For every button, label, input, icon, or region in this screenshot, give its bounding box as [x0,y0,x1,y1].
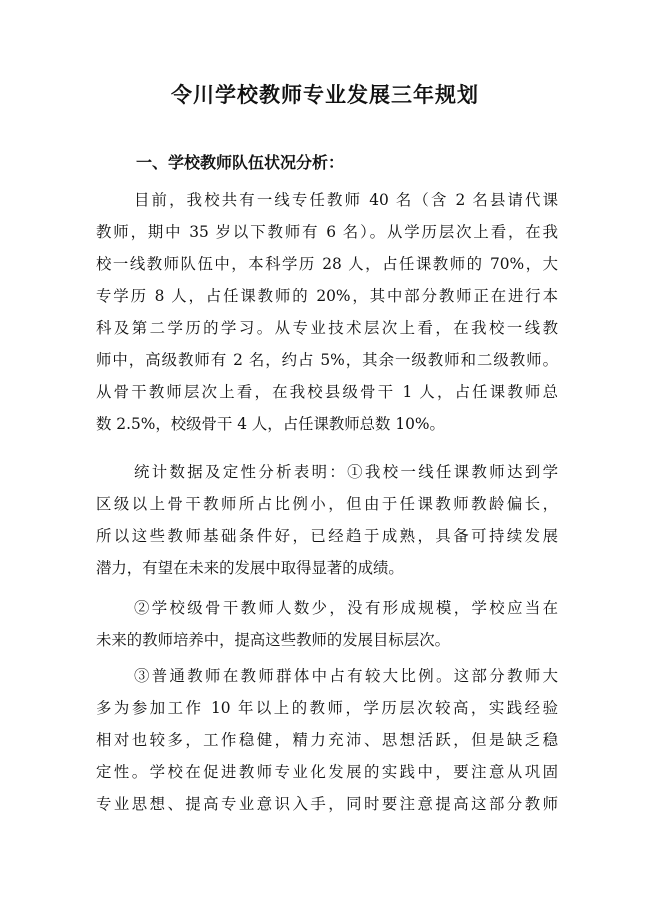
section-heading: 一、学校教师队伍状况分析： [136,153,345,172]
paragraph-school-backbone [96,592,558,656]
text-line: 潜力，有望在未来的发展中取得显著的成绩。 [96,559,404,577]
paragraph-statistics-analysis [96,456,558,584]
text-line: 统计数据及定性分析表明：①我校一线任课教师达到学 [134,463,558,481]
paragraph-ordinary-teachers [96,660,558,820]
text-line: 师中，高级教师有 2 名，约占 5%，其余一级教师和二级教师。 [96,351,558,369]
text-line: 数 2.5%，校级骨干 4 人，占任课教师总数 10%。 [96,415,445,433]
document-title: 令川学校教师专业发展三年规划 [171,82,479,107]
text-line: 多为参加工作 10 年以上的教师，学历层次较高，实践经验 [96,699,558,717]
text-line: ③普通教师在教师群体中占有较大比例。这部分教师大 [134,667,558,685]
text-line: 定性。学校在促进教师专业化发展的实践中，要注意从巩固 [96,763,558,781]
paragraph-staff-overview [96,184,558,440]
text-line: ②学校级骨干教师人数少，没有形成规模，学校应当在 [134,599,558,617]
text-line: 所以这些教师基础条件好，已经趋于成熟，具备可持续发展 [96,527,558,545]
text-line: 从骨干教师层次上看，在我校县级骨干 1 人，占任课教师总 [96,383,558,401]
text-line: 区级以上骨干教师所占比例小，但由于任课教师教龄偏长， [96,495,558,513]
text-line: 教师，期中 35 岁以下教师有 6 名）。从学历层次上看，在我 [96,223,558,241]
text-line: 专业思想、提高专业意识入手，同时要注意提高这部分教师 [96,795,558,813]
text-line: 校一线教师队伍中，本科学历 28 人，占任课教师的 70%，大 [96,255,558,273]
text-line: 相对也较多，工作稳健，精力充沛、思想活跃，但是缺乏稳 [96,731,558,749]
text-line: 目前，我校共有一线专任教师 40 名（含 2 名县请代课 [134,191,558,209]
text-line: 科及第二学历的学习。从专业技术层次上看，在我校一线教 [96,319,558,337]
text-line: 未来的教师培养中，提高这些教师的发展目标层次。 [96,631,450,649]
text-line: 专学历 8 人，占任课教师的 20%，其中部分教师正在进行本 [96,287,558,305]
